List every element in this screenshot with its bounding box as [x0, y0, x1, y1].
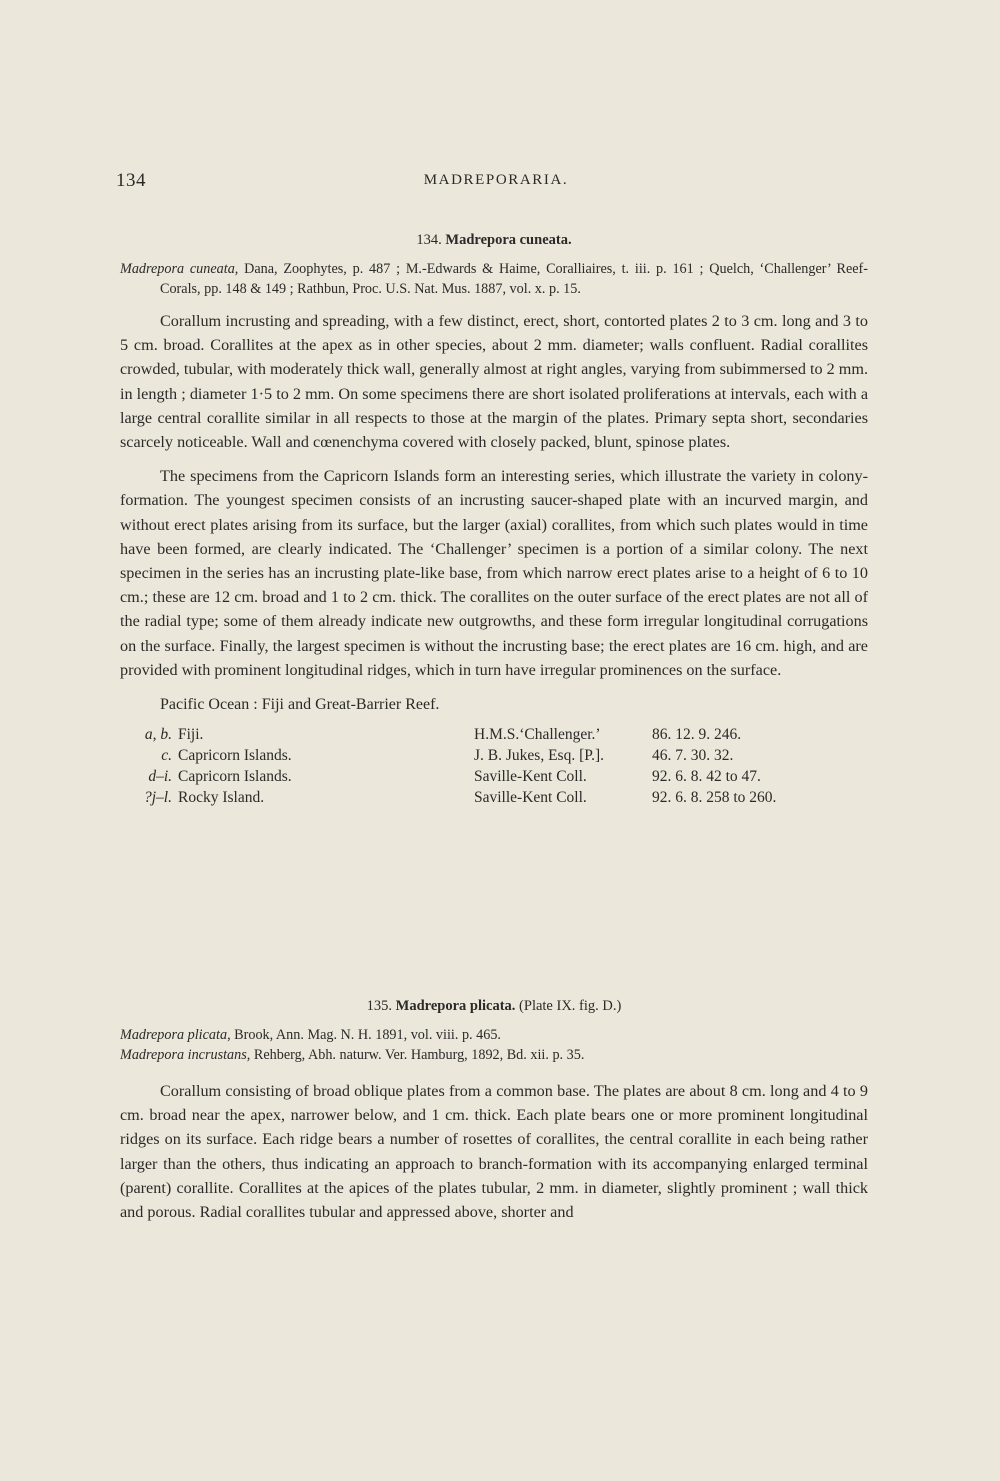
species-135-title [120, 998, 868, 1015]
specimen-code: d–i. [148, 768, 172, 786]
synonym-name: Madrepora plicata [120, 1027, 228, 1043]
page-header [116, 170, 876, 194]
specimen-source: Saville-Kent Coll. [474, 768, 587, 786]
synonym-reference: , Brook, Ann. Mag. N. H. 1891, vol. viii. p. 465. [227, 1027, 501, 1043]
species-135-plate-reference: (Plate IX. fig. D.) [519, 998, 622, 1014]
description-paragraph: Corallum incrusting and spreading, with a few distinct, erect, short, contorted plates 2 to 3 cm. long and 3 to 5 cm. broad. Corallites at the apex as in other species, about 2 mm. diameter; walls confluent. Radial corallites crowded, tubular, with moderately thick wall, generally almost at right angles, varying from subimmersed to 2 mm. in length ; diameter 1·5 to 2 mm. On some specimens there are short isolated proliferations at intervals, each with a large central corallite similar in all respects to those at the margin of the plates. Primary septa short, secondaries scarcely noticeable. Wall and cœnenchyma covered with closely packed, blunt, spinose plates. [120, 312, 868, 452]
species-134-description [120, 309, 868, 682]
synonymy-entry [120, 1045, 868, 1065]
synonym-reference: , Dana, Zoophytes, p. 487 ; M.-Edwards & Haime, Coralliaires, t. iii. p. 161 ; Quelch, ‘Challenger’ Reef-Corals, pp. 148 & 149 ; Rathbun, Proc. U.S. Nat. Mus. 1887, vol. x. p. 15. [160, 261, 868, 297]
specimen-code: ?j–l. [144, 789, 172, 807]
specimen-code: a, b. [144, 726, 172, 744]
specimen-locality: Fiji. [178, 726, 204, 744]
specimen-source: H.M.S.‘Challenger.’ [474, 726, 601, 744]
specimen-source: Saville-Kent Coll. [474, 789, 587, 807]
specimen-register: 92. 6. 8. 258 to 260. [652, 789, 777, 807]
description-paragraph: Corallum consisting of broad oblique plates from a common base. The plates are about 8 cm. long and 4 to 9 cm. broad near the apex, narrower below, and 1 cm. thick. Each plate bears one or more prominent longitudinal ridges on its surface. Each ridge bears a number of rosettes of corallites, the central corallite in each being rather larger than the others, thus indicating an approach to branch-formation with its accompanying enlarged terminal (parent) corallite. Corallites at the apices of the plates tubular, 2 mm. in diameter, slightly prominent ; wall thick and porous. Radial corallites tubular and appressed above, shorter and [120, 1082, 868, 1222]
species-134-title [120, 232, 868, 249]
specimen-locality: Capricorn Islands. [178, 747, 292, 765]
specimen-register: 86. 12. 9. 246. [652, 726, 742, 744]
table-row [120, 747, 776, 768]
table-row [120, 726, 776, 747]
description-paragraph: The specimens from the Capricorn Islands form an interesting series, which illustrate the variety in colony-formation. The youngest specimen consists of an incrusting saucer-shaped plate with an incurved margin, and without erect plates arising from its surface, but the larger (axial) corallites, from which such plates would in time have been formed, are clearly indicated. The ‘Challenger’ specimen is a portion of a similar colony. The next specimen in the series has an incrusting plate-like base, from which narrow erect plates arise to a height of 6 to 10 cm.; these are 12 cm. broad and 1 to 2 cm. thick. The corallites on the outer surface of the erect plates are not all of the radial type; some of them already indicate new outgrowths, and these form irregular longitudinal corrugations on the surface. Finally, the largest specimen is without the incrusting base; the erect plates are 16 cm. high, and are provided with prominent longitudinal ridges, which in turn have irregular prominences on the surface. [120, 467, 868, 679]
species-135-description [120, 1079, 868, 1224]
table-row [120, 768, 776, 789]
page-number: 134 [116, 170, 146, 191]
species-134-section [120, 232, 868, 810]
species-134-locality: Pacific Ocean : Fiji and Great-Barrier Reef. [160, 696, 440, 714]
specimen-source: J. B. Jukes, Esq. [P.]. [474, 747, 605, 765]
synonymy-entry [120, 1025, 868, 1045]
species-135-section [120, 998, 868, 1224]
synonym-name: Madrepora incrustans [120, 1047, 247, 1063]
synonym-name: Madrepora cuneata [120, 261, 235, 277]
species-135-number: 135. [366, 998, 393, 1014]
specimens-table [120, 726, 776, 810]
species-135-synonymy [120, 1025, 868, 1065]
running-head: MADREPORARIA. [423, 172, 569, 188]
specimen-locality: Rocky Island. [178, 789, 265, 807]
synonymy-entry [120, 259, 868, 299]
specimen-code: c. [161, 747, 172, 765]
specimen-locality: Capricorn Islands. [178, 768, 292, 786]
synonym-reference: , Rehberg, Abh. naturw. Ver. Hamburg, 1892, Bd. xii. p. 35. [246, 1047, 585, 1063]
specimen-register: 92. 6. 8. 42 to 47. [652, 768, 761, 786]
species-134-synonymy [120, 259, 868, 299]
table-row [120, 789, 776, 810]
specimen-register: 46. 7. 30. 32. [652, 747, 734, 765]
species-134-number: 134. [416, 232, 442, 248]
species-135-name: Madrepora plicata. [395, 998, 516, 1014]
species-134-name: Madrepora cuneata. [445, 232, 572, 248]
